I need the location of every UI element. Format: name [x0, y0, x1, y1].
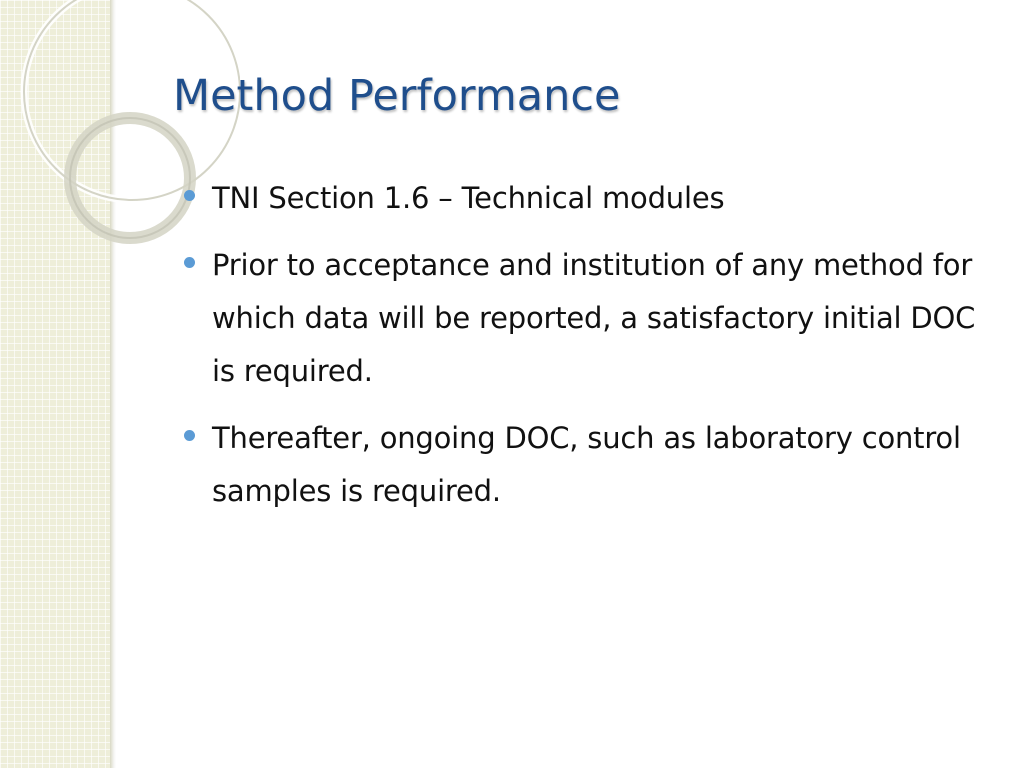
side-pattern-strip: [0, 0, 112, 768]
side-strip-edge: [110, 0, 116, 768]
bullet-dot-icon: [184, 430, 195, 441]
bullet-item: [184, 172, 994, 225]
bullet-list: [184, 172, 994, 532]
bullet-text: Prior to acceptance and institution of any method for which data will be reported, a satisfactory initial DOC is required.: [212, 248, 976, 388]
bullet-dot-icon: [184, 257, 195, 268]
bullet-text: Thereafter, ongoing DOC, such as laboratory control samples is required.: [212, 421, 961, 508]
bullet-dot-icon: [184, 190, 195, 201]
bullet-item: [184, 239, 994, 398]
bullet-text: TNI Section 1.6 – Technical modules: [212, 181, 725, 215]
slide-title: Method Performance: [173, 71, 621, 121]
bullet-item: [184, 412, 994, 518]
